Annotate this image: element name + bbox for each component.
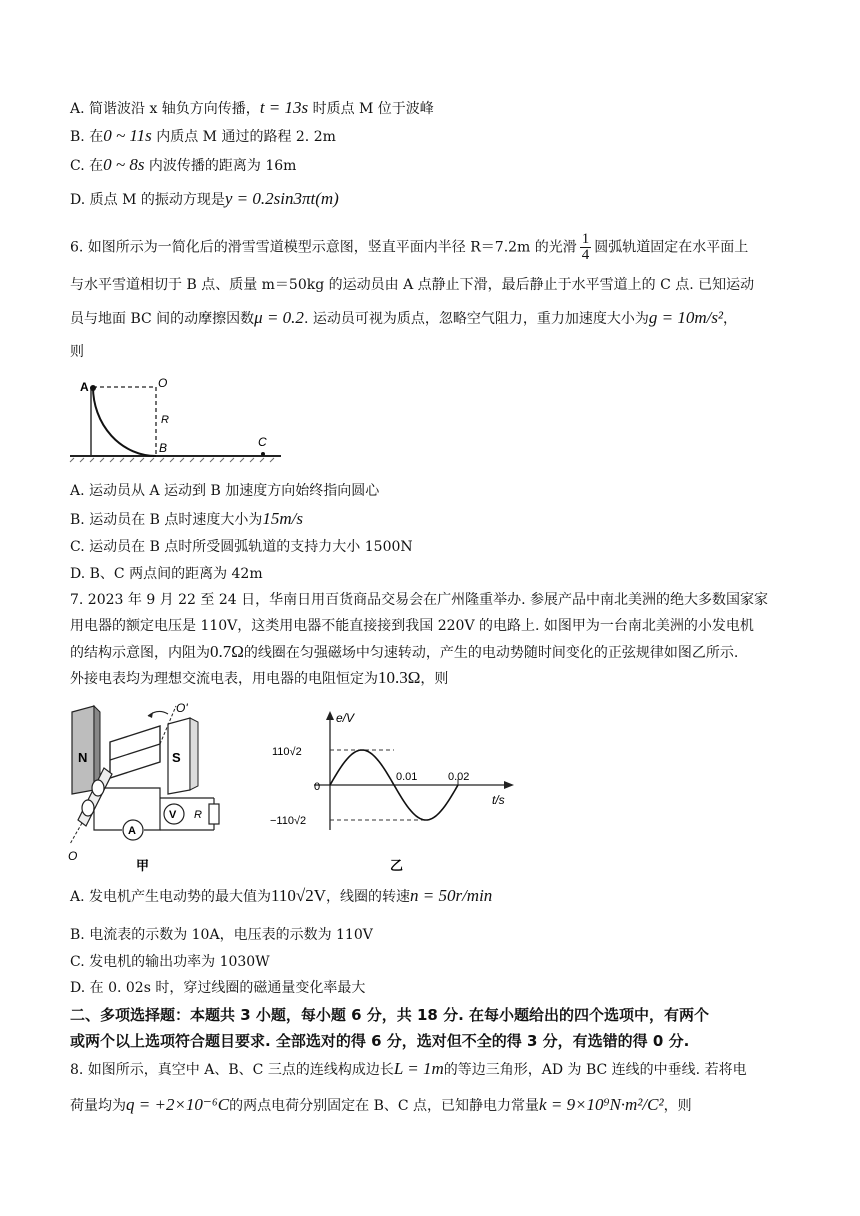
q8-stem-line-2 bbox=[70, 1095, 692, 1116]
q7-stem-1: 7. 2023 年 9 月 22 至 24 日，华南日用百货商品交易会在广州隆重举办. 参展产品中南北美洲的绝大多数国家家 bbox=[70, 592, 769, 608]
y-axis-label: e/V bbox=[336, 711, 355, 725]
q6-quarter-fraction bbox=[580, 232, 592, 263]
q6-stem-line-3 bbox=[70, 308, 737, 329]
q6-stem-3b: . 运动员可视为质点，忽略空气阻力，重力加速度大小为 bbox=[303, 311, 649, 327]
q7-stem-line-3 bbox=[70, 642, 738, 663]
q6-option-d-text: D. B、C 两点间的距离为 42m bbox=[70, 566, 263, 582]
q7-option-a-text: A. 发电机产生电动势的最大值为 bbox=[70, 889, 272, 905]
q6-option-c-text: C. 运动员在 B 点时所受圆弧轨道的支持力大小 1500N bbox=[70, 539, 413, 555]
q6-option-a bbox=[70, 481, 379, 501]
label-b: B bbox=[159, 441, 168, 455]
q7-stem-2: 用电器的额定电压是 110V，这类用电器不能直接接到我国 220V 的电路上. 如图甲为一台南北美洲的小发电机 bbox=[70, 618, 754, 634]
quarter-arc-track bbox=[93, 387, 156, 456]
q7-option-c bbox=[70, 952, 270, 972]
q6-stem-line-2 bbox=[70, 275, 754, 295]
q7-stem-4b: ，则 bbox=[420, 671, 449, 687]
q8-stem-line-1 bbox=[70, 1059, 747, 1080]
q5-option-d-text: D. 质点 M 的振动方现是 bbox=[70, 192, 225, 208]
q7-option-a-mid: ，线圈的转速 bbox=[326, 889, 410, 905]
q7-load-resistance: 10.3Ω bbox=[378, 668, 421, 687]
q6-option-a-text: A. 运动员从 A 运动到 B 加速度方向始终指向圆心 bbox=[70, 483, 380, 499]
q5-option-d bbox=[70, 189, 339, 210]
q5-option-a-math: t = 13s bbox=[259, 98, 309, 117]
section-2-heading-2: 或两个以上选项符合题目要求. 全部选对的得 6 分，选对但不全的得 3 分，有选错的得 0 分. bbox=[70, 1032, 690, 1050]
label-resistor: R bbox=[194, 809, 202, 821]
q8-stem-1a: 8. 如图所示，真空中 A、B、C 三点的连线构成边长 bbox=[70, 1062, 394, 1078]
q5-option-a bbox=[70, 98, 434, 119]
q5-option-b bbox=[70, 126, 336, 147]
point-c-marker bbox=[261, 452, 265, 456]
caption-jia: 甲 bbox=[136, 858, 150, 873]
label-a: A bbox=[80, 380, 89, 394]
q8-charge-value: q = +2×10⁻⁶C bbox=[126, 1095, 230, 1114]
y-axis-arrow bbox=[326, 711, 334, 720]
y-tick-max: 110√2 bbox=[272, 746, 302, 758]
ground-hatching bbox=[70, 458, 274, 462]
q7-stem-line-2 bbox=[70, 616, 754, 636]
q7-option-b bbox=[70, 925, 373, 945]
q6-option-b-text: B. 运动员在 B 点时速度大小为 bbox=[70, 512, 263, 528]
q8-side-length: L = 1m bbox=[393, 1059, 444, 1078]
label-r: R bbox=[161, 414, 169, 426]
q8-stem-2c: ，则 bbox=[663, 1098, 692, 1114]
rotation-axis-bottom bbox=[70, 823, 82, 844]
q7-stem-3a: 的结构示意图，内阻为 bbox=[70, 645, 210, 661]
q5-option-b-text: B. 在 bbox=[70, 129, 104, 145]
resistor-symbol bbox=[209, 804, 219, 824]
q6-option-d bbox=[70, 564, 263, 584]
q5-option-c bbox=[70, 155, 296, 176]
generator-figure bbox=[64, 702, 234, 874]
slip-ring-1 bbox=[92, 780, 104, 796]
q5-option-b-math: 0 ~ 11s bbox=[103, 126, 152, 145]
x-tick-t2: 0.02 bbox=[448, 771, 470, 783]
magnet-s-side bbox=[190, 718, 198, 790]
q7-stem-line-1 bbox=[70, 590, 768, 610]
q6-stem-1a: 6. 如图所示为一简化后的滑雪雪道模型示意图，竖直平面内半径 R＝7.2m 的光滑 bbox=[70, 239, 577, 256]
q8-stem-1b: 的等边三角形，AD 为 BC 连线的中垂线. 若将电 bbox=[443, 1062, 747, 1078]
emf-time-chart bbox=[270, 702, 530, 874]
q7-option-a-math2: n = 50r/min bbox=[410, 886, 493, 905]
q6-stem-3a: 员与地面 BC 间的动摩擦因数 bbox=[70, 311, 255, 327]
q6-option-b bbox=[70, 509, 303, 530]
slip-ring-2 bbox=[82, 800, 94, 816]
label-c: C bbox=[258, 435, 267, 449]
q5-option-c-text: C. 在 bbox=[70, 158, 104, 174]
q7-option-a-math: 110√2V bbox=[271, 886, 326, 905]
q6-g-value: g = 10m/s² bbox=[648, 308, 724, 327]
q6-stem-4: 则 bbox=[70, 344, 84, 360]
q6-stem-line-1 bbox=[70, 232, 748, 263]
q7-stem-3b: 的线圈在匀强磁场中匀速转动，产生的电动势随时间变化的正弦规律如图乙所示. bbox=[243, 645, 739, 661]
q5-option-a-tail: 时质点 M 位于波峰 bbox=[308, 101, 434, 117]
label-o-prime: O' bbox=[176, 702, 188, 715]
q8-stem-2b: 的两点电荷分别固定在 B、C 点，已知静电力常量 bbox=[229, 1098, 540, 1114]
q6-mu-value: μ = 0.2 bbox=[254, 308, 304, 327]
label-o: O bbox=[158, 376, 168, 390]
q6-stem-line-4 bbox=[70, 342, 84, 362]
q5-option-b-tail: 内质点 M 通过的路程 2. 2m bbox=[151, 129, 336, 145]
fraction-numerator: 1 bbox=[581, 231, 590, 247]
q7-option-d-text: D. 在 0. 02s 时，穿过线圈的磁通量变化率最大 bbox=[70, 980, 366, 996]
q5-option-d-math: y = 0.2sin3πt(m) bbox=[224, 189, 339, 208]
label-n: N bbox=[78, 750, 88, 765]
x-axis-label: t/s bbox=[492, 793, 505, 807]
q5-option-c-tail: 内波传播的距离为 16m bbox=[144, 158, 297, 174]
q8-stem-2a: 荷量均为 bbox=[70, 1098, 126, 1114]
label-s: S bbox=[172, 750, 181, 765]
q5-option-a-text: A. 简谐波沿 x 轴负方向传播， bbox=[70, 101, 260, 117]
q6-stem-1b: 圆弧轨道固定在水平面上 bbox=[594, 239, 749, 256]
skier-marker bbox=[90, 385, 96, 391]
label-voltmeter: V bbox=[169, 809, 177, 821]
q7-option-b-text: B. 电流表的示数为 10A，电压表的示数为 110V bbox=[70, 927, 373, 943]
label-o-bottom: O bbox=[68, 849, 78, 863]
ski-track-figure bbox=[66, 372, 286, 468]
q6-stem-2: 与水平雪道相切于 B 点、质量 m＝50kg 的运动员由 A 点静止下滑，最后静止于水平雪道上的 C 点. 已知运动 bbox=[70, 277, 755, 293]
q7-option-a bbox=[70, 886, 492, 907]
origin-label: 0 bbox=[314, 781, 321, 793]
y-tick-min: −110√2 bbox=[270, 815, 307, 827]
section-2-heading-line-2 bbox=[70, 1031, 689, 1051]
x-tick-t1: 0.01 bbox=[396, 771, 418, 783]
caption-yi: 乙 bbox=[390, 858, 404, 873]
x-axis-arrow bbox=[504, 781, 514, 789]
q7-internal-resistance: 0.7Ω bbox=[210, 642, 244, 661]
q6-option-b-math: 15m/s bbox=[262, 509, 304, 528]
q5-option-c-math: 0 ~ 8s bbox=[103, 155, 145, 174]
section-2-heading-line-1 bbox=[70, 1005, 709, 1025]
label-ammeter: A bbox=[128, 825, 136, 837]
fraction-denominator: 4 bbox=[581, 247, 590, 263]
q7-option-c-text: C. 发电机的输出功率为 1030W bbox=[70, 954, 270, 970]
q8-coulomb-constant: k = 9×10⁹N·m²/C² bbox=[539, 1095, 664, 1114]
q6-option-c bbox=[70, 537, 413, 557]
q7-stem-4a: 外接电表均为理想交流电表，用电器的电阻恒定为 bbox=[70, 671, 378, 687]
q7-option-d bbox=[70, 978, 365, 998]
q6-stem-3c: ， bbox=[723, 311, 738, 327]
coil-axis bbox=[110, 744, 160, 760]
q7-stem-line-4 bbox=[70, 668, 448, 689]
circuit-wire-bottom bbox=[94, 808, 122, 830]
section-2-heading-1: 二、多项选择题：本题共 3 小题，每小题 6 分，共 18 分. 在每小题给出的四个选项中，有两个 bbox=[70, 1006, 710, 1024]
